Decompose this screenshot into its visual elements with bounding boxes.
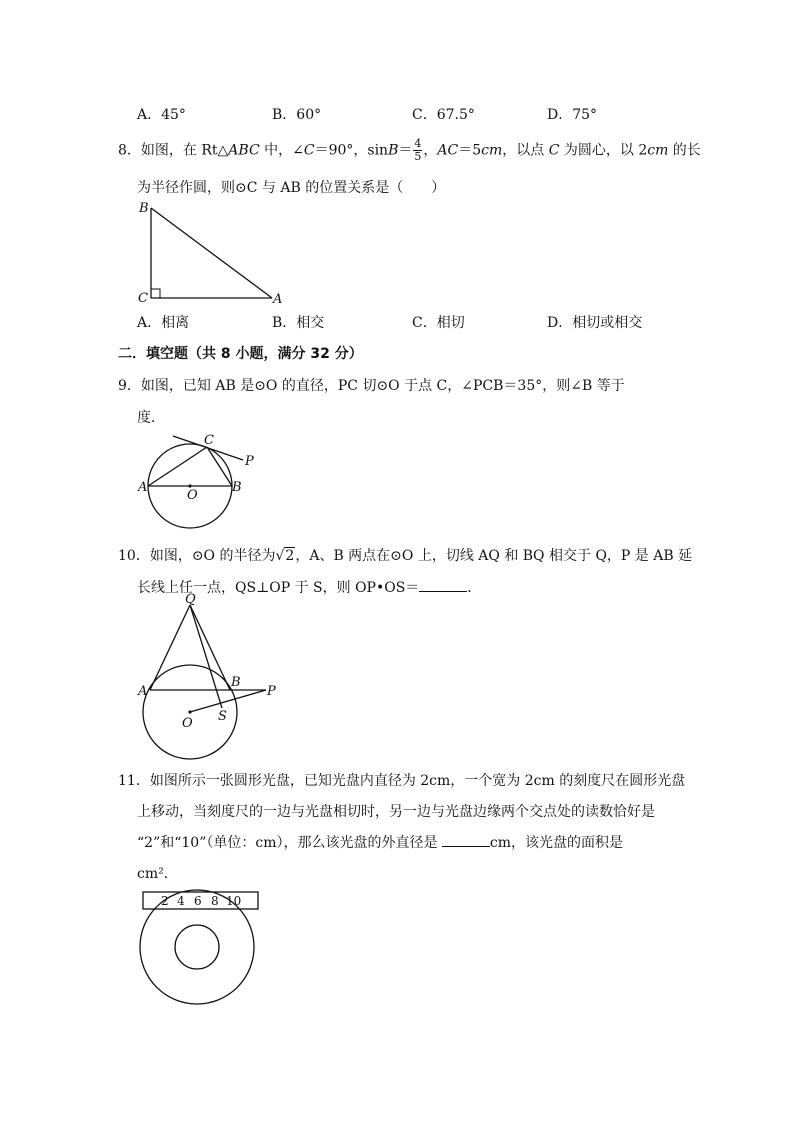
q11-question-line3: “2”和“10”（单位：cm），那么该光盘的外直径是 cm，该光盘的面积是 <box>137 835 624 851</box>
q8-option-b: B．相交 <box>272 315 325 331</box>
q11-question-line2: 上移动，当刻度尺的一边与光盘相切时，另一边与光盘边缘两个交点处的读数恰好是 <box>137 804 655 820</box>
q11-ruler-tick-8: 8 <box>211 894 219 908</box>
q8-label-a: A <box>273 292 283 307</box>
q8-option-d: D．相切或相交 <box>547 315 643 331</box>
q9-label-b: B <box>232 480 242 495</box>
q10-question-line1: 10．如图，⊙O 的半径为√2，A、B 两点在⊙O 上，切线 AQ 和 BQ 相交于 Q，P 是 AB 延 <box>118 548 693 564</box>
q9-label-a: A <box>138 480 148 495</box>
q10-label-a: A <box>138 684 148 699</box>
q9-question-line2: 度． <box>137 410 165 426</box>
q9-label-c: C <box>204 433 214 448</box>
q10-label-s: S <box>218 709 227 724</box>
q10-question-line2: 长线上任一点，QS⊥OP 于 S，则 OP•OS＝ ． <box>137 580 482 596</box>
section-title: 二．填空题（共 8 小题，满分 32 分） <box>118 346 363 362</box>
q10-label-p: P <box>267 684 276 699</box>
q8-option-c: C．相切 <box>412 315 465 331</box>
q10-label-b: B <box>231 675 241 690</box>
q7-option-b: B．60° <box>272 107 322 123</box>
q9-label-p: P <box>245 454 254 469</box>
q8-question-line2: 为半径作圆，则⊙C 与 AB 的位置关系是（ ） <box>137 180 446 196</box>
q11-ruler-tick-10: 10 <box>226 894 242 908</box>
q7-option-a: A．45° <box>137 107 186 123</box>
q11-question-line4: cm²． <box>137 866 178 882</box>
q8-question-line1: 8．如图，在 Rt△ABC 中，∠C＝90°，sinB＝ $\frac{4}{5}$ ，AC＝5cm，以点 C 为圆心，以 2cm 的长 <box>118 137 701 163</box>
q11-ruler-tick-4: 4 <box>177 894 185 908</box>
q8-option-a: A．相离 <box>137 315 190 331</box>
q10-label-o: O <box>182 716 193 731</box>
q8-fraction: $\frac{4}{5}$ <box>414 137 422 163</box>
q10-sqrt: 2 <box>285 548 295 564</box>
q11-question-line1: 11．如图所示一张圆形光盘，已知光盘内直径为 2cm，一个宽为 2cm 的刻度尺在圆形光盘 <box>118 773 686 789</box>
q9-label-o: O <box>187 488 198 503</box>
q11-ruler-tick-2: 2 <box>161 894 169 908</box>
q10-label-q: Q <box>185 592 196 607</box>
q8-label-b: B <box>139 201 149 216</box>
q8-label-c: C <box>138 291 148 306</box>
q7-option-c: C．67.5° <box>412 107 475 123</box>
q9-question-line1: 9．如图，已知 AB 是⊙O 的直径，PC 切⊙O 于点 C，∠PCB＝35°，则∠B 等于 <box>118 378 625 394</box>
q11-ruler-tick-6: 6 <box>194 894 202 908</box>
q7-option-d: D．75° <box>547 107 598 123</box>
